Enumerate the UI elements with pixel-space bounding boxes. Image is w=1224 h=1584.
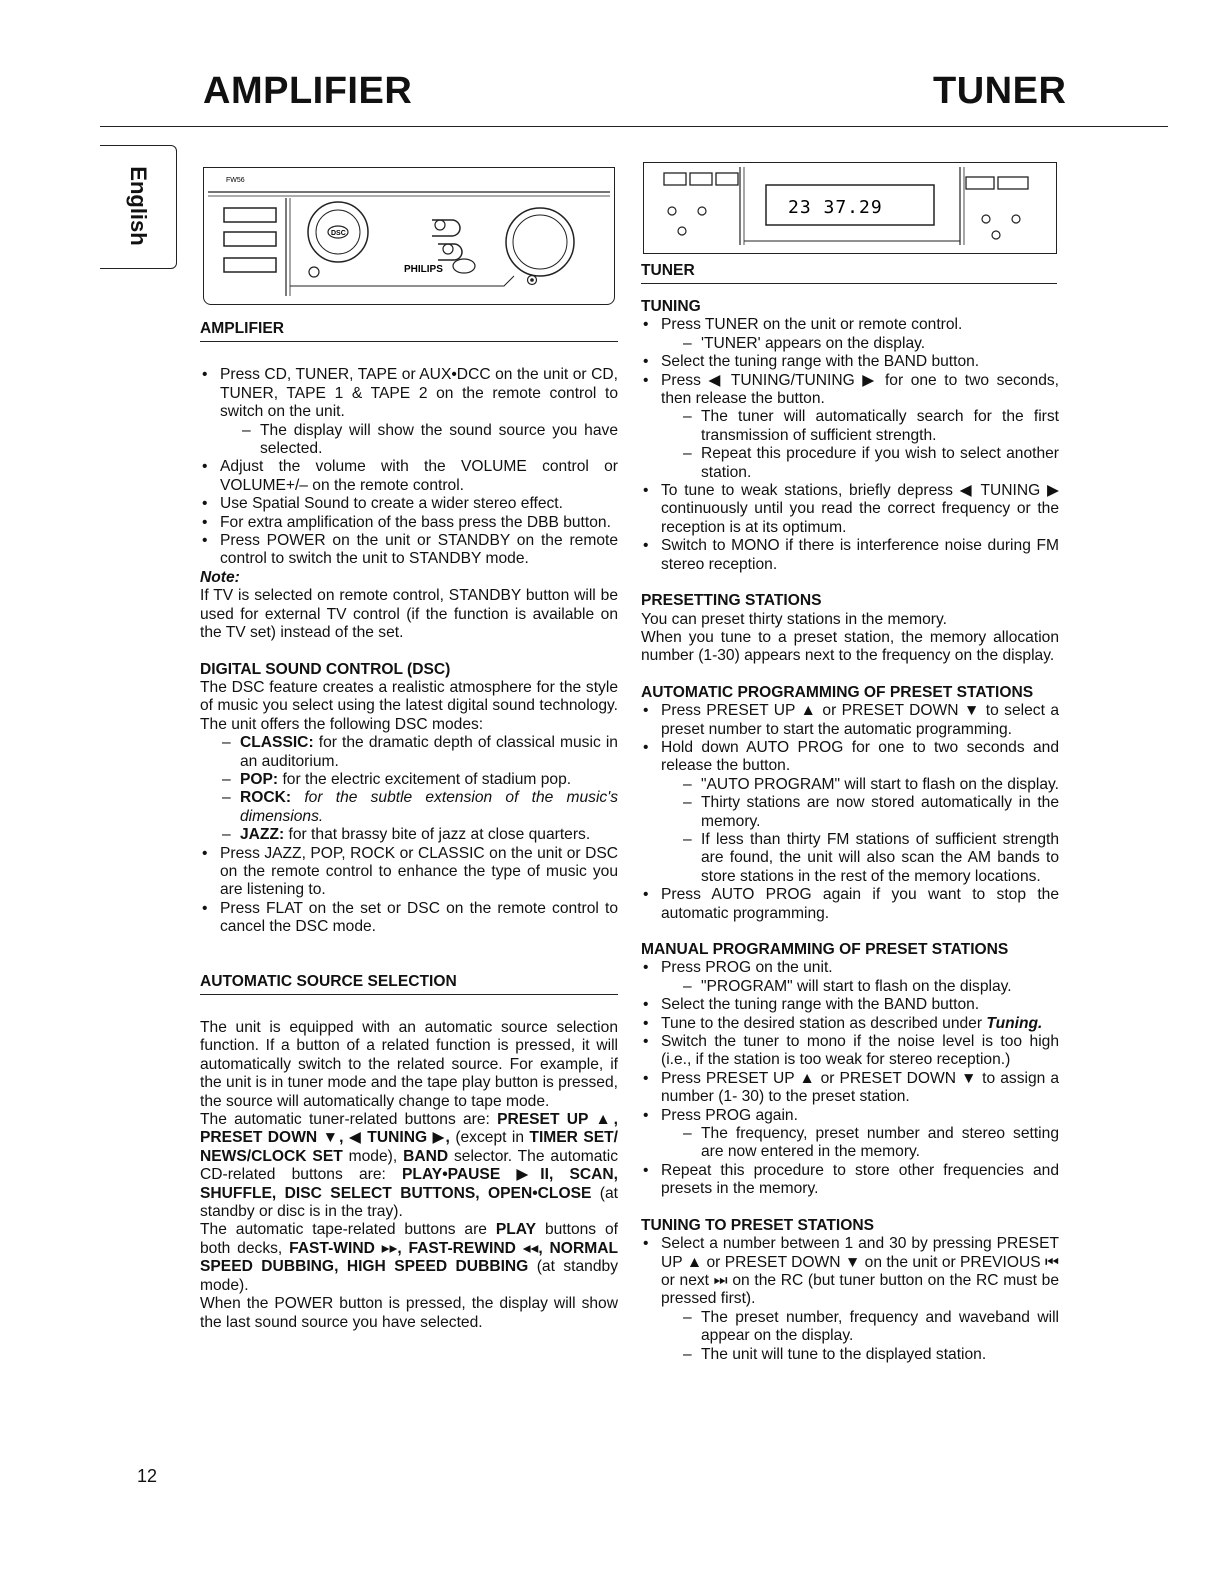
list-item: – The display will show the sound source you have selected. xyxy=(220,422,618,459)
list-item: – Thirty stations are now stored automatically in the memory. xyxy=(661,794,1059,831)
list-item: – "PROGRAM" will start to flash on the display. xyxy=(661,978,1059,996)
auto-prog-heading: AUTOMATIC PROGRAMMING OF PRESET STATIONS xyxy=(641,683,1034,701)
dsc-mode-list xyxy=(200,734,618,844)
list-item: • Adjust the volume with the VOLUME control or VOLUME+/– on the remote control. xyxy=(200,458,618,495)
note-text: If TV is selected on remote control, STANDBY button will be used for external TV control (if the function is available on the TV set) instead of the set. xyxy=(200,587,618,642)
list-item: • Select the tuning range with the BAND button. xyxy=(641,996,1059,1014)
list-item: • To tune to weak stations, briefly depress ◀ TUNING ▶ continuously until you read the correct frequency or the reception is at its optimum. xyxy=(641,482,1059,537)
auto-source-heading: AUTOMATIC SOURCE SELECTION xyxy=(200,973,618,995)
list-item: – POP: for the electric excitement of stadium pop. xyxy=(200,771,618,789)
auto-source-p3: The automatic tape-related buttons are PLAY buttons of both decks, FAST-WIND ▸▸, FAST-REWIND ◂◂, NORMAL SPEED DUBBING, HIGH SPEED DUBBING (at standby mode). xyxy=(200,1221,618,1294)
model-label: FW56 xyxy=(226,177,245,184)
amplifier-panel-drawing xyxy=(204,168,614,304)
left-column xyxy=(200,320,618,1332)
list-item: • Switch to MONO if there is interference noise during FM stereo reception. xyxy=(641,537,1059,574)
list-item: • Press AUTO PROG again if you want to stop the automatic programming. xyxy=(641,886,1059,923)
source-button-1 xyxy=(224,208,276,222)
presetting-heading: PRESETTING STATIONS xyxy=(641,592,822,610)
tuning-preset-list xyxy=(641,1235,1059,1364)
power-button xyxy=(224,258,276,272)
page-number: 12 xyxy=(137,1466,158,1486)
auto-source-p1: The unit is equipped with an automatic source selection function. If a button of a related function is pressed, it will automatically switch to the related source. For example, if the unit is in tuner mode and the tape play button is pressed, the source will automatically change to tape mode. xyxy=(200,1019,618,1110)
presetting-p1: You can preset thirty stations in the memory. xyxy=(641,610,947,628)
tuner-illustration xyxy=(643,162,1057,254)
tuning-heading: TUNING xyxy=(641,298,701,315)
list-item: • Press TUNER on the unit or remote control. – 'TUNER' appears on the display. xyxy=(641,316,1059,353)
brand-label: PHILIPS xyxy=(404,264,443,275)
list-item: • Press CD, TUNER, TAPE or AUX•DCC on the unit or CD, TUNER, TAPE 1 & TAPE 2 on the remote control to switch on the unit. – The display will show the sound source you have selected. xyxy=(200,366,618,458)
auto-prog-list xyxy=(641,702,1059,923)
list-item: – If less than thirty FM stations of sufficient strength are found, the unit will also scan the AM bands to store stations in the rest of the memory locations. xyxy=(661,831,1059,886)
list-item: • Press JAZZ, POP, ROCK or CLASSIC on the unit or DSC on the remote control to enhance the type of music you are listening to. xyxy=(200,845,618,900)
list-item: • Press PRESET UP ▲ or PRESET DOWN ▼ to select a preset number to start the automatic programming. xyxy=(641,702,1059,739)
list-item: – 'TUNER' appears on the display. xyxy=(661,335,1059,353)
amplifier-heading: AMPLIFIER xyxy=(200,320,618,342)
list-item: • Press PRESET UP ▲ or PRESET DOWN ▼ to assign a number (1- 30) to the preset station. xyxy=(641,1070,1059,1107)
list-item: • Hold down AUTO PROG for one to two seconds and release the button. – "AUTO PROGRAM" will start to flash on the display. – Thirty stations are now stored automatically in the memory. – If less than thirty FM stations of sufficient strength are found, the unit will also scan the AM bands to store stations in the rest of the memory locations. xyxy=(641,739,1059,886)
tuner-panel-drawing xyxy=(644,163,1056,253)
list-item: • Press ◀ TUNING/TUNING ▶ for one to two seconds, then release the button. – The tuner will automatically search for the first transmission of sufficient strength. – Repeat this procedure if you wish to select another station. xyxy=(641,372,1059,482)
dsc-label: DSC xyxy=(331,230,346,237)
list-item: – The preset number, frequency and waveband will appear on the display. xyxy=(661,1309,1059,1346)
tuning-preset-heading: TUNING TO PRESET STATIONS xyxy=(641,1216,875,1234)
tuning-list xyxy=(641,316,1059,574)
amplifier-illustration xyxy=(203,167,615,305)
manual-prog-heading: MANUAL PROGRAMMING OF PRESET STATIONS xyxy=(641,941,1009,958)
dsc-heading: DIGITAL SOUND CONTROL (DSC) xyxy=(200,660,451,678)
list-item: • Press PROG on the unit. – "PROGRAM" will start to flash on the display. xyxy=(641,959,1059,996)
list-item: – "AUTO PROGRAM" will start to flash on the display. xyxy=(661,776,1059,794)
list-item: • Press POWER on the unit or STANDBY on the remote control to switch the unit to STANDBY mode. xyxy=(200,532,618,569)
list-item: • Switch the tuner to mono if the noise level is too high (i.e., if the station is too weak for stereo reception.) xyxy=(641,1033,1059,1070)
page-title-tuner: TUNER xyxy=(933,70,1067,112)
source-button-2 xyxy=(224,232,276,246)
amplifier-list xyxy=(200,366,618,568)
manual-prog-list xyxy=(641,959,1059,1198)
tuner-figure-caption: TUNER xyxy=(641,262,1057,284)
auto-source-p2: The automatic tuner-related buttons are: PRESET UP ▲, PRESET DOWN ▼, ◀ TUNING ▶, (except in TIMER SET/ NEWS/CLOCK SET mode), BAND selector. The automatic CD-related buttons are: PLAY•PAUSE ▶II, SCAN, SHUFFLE, DISC SELECT BUTTONS, OPEN•CLOSE (at standby or disc is in the tray). xyxy=(200,1111,619,1221)
language-tab-label: English xyxy=(126,166,151,246)
list-item: • Press PROG again. – The frequency, preset number and stereo setting are now entered in the memory. xyxy=(641,1107,1059,1162)
list-item: – ROCK: for the subtle extension of the music's dimensions. xyxy=(200,789,618,826)
list-item: • Use Spatial Sound to create a wider stereo effect. xyxy=(200,495,618,513)
list-item: • Select a number between 1 and 30 by pressing PRESET UP ▲ or PRESET DOWN ▼ on the unit or PREVIOUS ⏮ or next ⏭ on the RC (but tuner button on the RC must be pressed first). – The preset number, frequency and waveband will appear on the display. – The unit will tune to the displayed station. xyxy=(641,1235,1059,1364)
list-item: • Tune to the desired station as described under Tuning. xyxy=(641,1015,1059,1033)
list-item: • For extra amplification of the bass press the DBB button. xyxy=(200,514,618,532)
dsc-intro: The DSC feature creates a realistic atmosphere for the style of music you select using the latest digital sound technology. The unit offers the following DSC modes: xyxy=(200,678,618,733)
list-item: • Press FLAT on the set or DSC on the remote control to cancel the DSC mode. xyxy=(200,900,618,937)
page-title-amplifier: AMPLIFIER xyxy=(203,70,413,112)
list-item: – The frequency, preset number and stereo setting are now entered in the memory. xyxy=(661,1125,1059,1162)
auto-source-p4: When the POWER button is pressed, the display will show the last sound source you have selected. xyxy=(200,1295,618,1331)
list-item: • Repeat this procedure to store other frequencies and presets in the memory. xyxy=(641,1162,1059,1199)
right-column xyxy=(641,298,1059,1364)
list-item: • Select the tuning range with the BAND button. xyxy=(641,353,1059,371)
header-rule xyxy=(100,126,1168,127)
list-item: – JAZZ: for that brassy bite of jazz at close quarters. xyxy=(200,826,618,844)
presetting-p2: When you tune to a preset station, the memory allocation number (1-30) appears next to the frequency on the display. xyxy=(641,628,1059,665)
list-item: – The unit will tune to the displayed station. xyxy=(661,1346,1059,1364)
list-item: – Repeat this procedure if you wish to select another station. xyxy=(661,445,1059,482)
tuner-display-text: 23 37.29 xyxy=(788,197,883,218)
volume-knob xyxy=(506,208,574,276)
list-item: – CLASSIC: for the dramatic depth of classical music in an auditorium. xyxy=(200,734,618,771)
note-label: Note: xyxy=(200,568,240,586)
list-item: – The tuner will automatically search for the first transmission of sufficient strength. xyxy=(661,408,1059,445)
dsc-list xyxy=(200,845,618,937)
